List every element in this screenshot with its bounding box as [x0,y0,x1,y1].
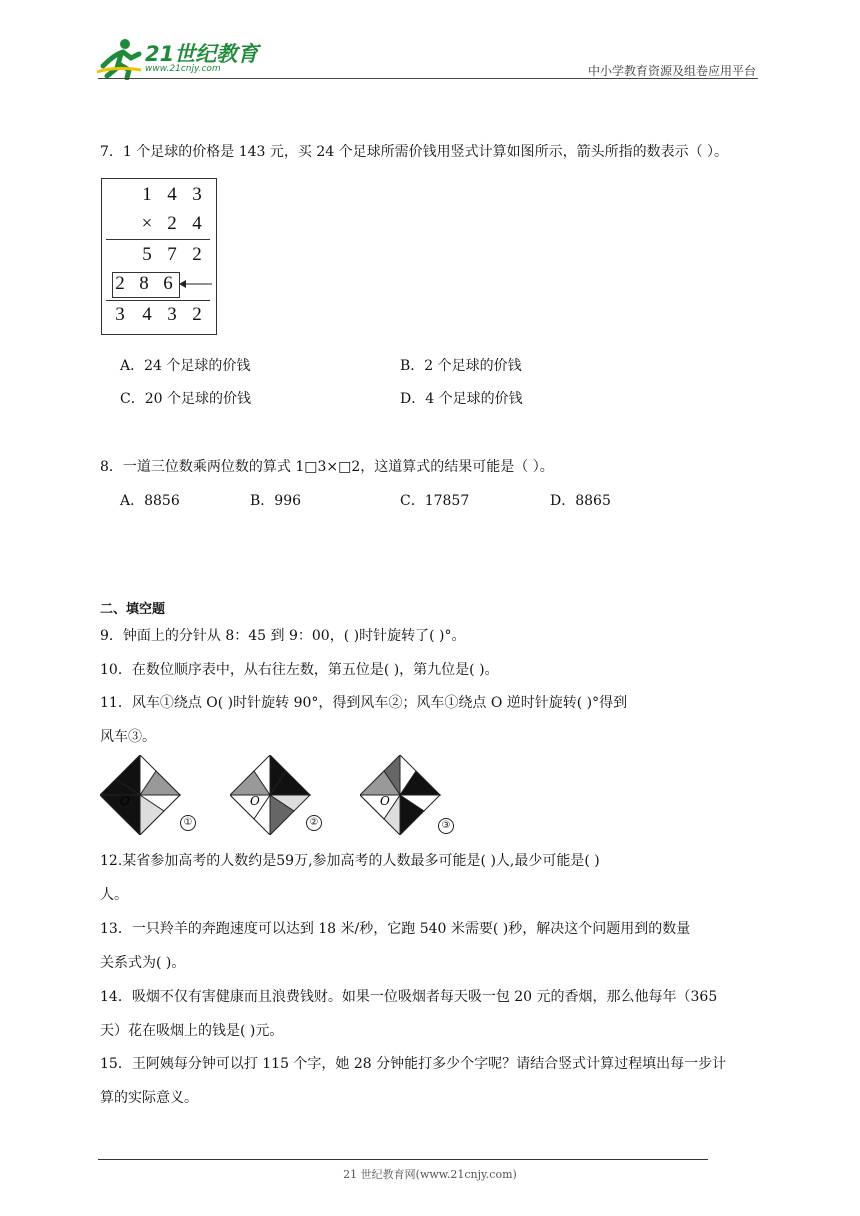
calc-digit: 7 [167,244,177,265]
pinwheel-label-3: ③ [438,818,454,834]
q7-option-c[interactable]: C．20 个足球的价钱 [120,391,251,407]
calc-digit: 3 [167,304,177,325]
q8-option-c[interactable]: C．17857 [400,493,470,509]
question-15-line-1: 15．王阿姨每分钟可以打 115 个字，她 28 分钟能打多少个字呢？请结合竖式计算过程填出每一步计 [100,1056,727,1072]
section-title: 二、填空题 [100,602,166,617]
q7-option-a[interactable]: A．24 个足球的价钱 [120,358,251,374]
question-9-text: 9．钟面上的分针从 8：45 到 9：00，( )时针旋转了( )°。 [100,628,466,644]
question-12-line-2: 人。 [100,887,128,903]
question-14-line-2: 天）花在吸烟上的钱是( )元。 [100,1023,284,1039]
question-14-line-1: 14．吸烟不仅有害健康而且浪费钱财。如果一位吸烟者每天吸一包 20 元的香烟，那么他每年（365 [100,989,718,1005]
point-o-label: O [120,794,130,808]
question-11-line-1: 11．风车①绕点 O( )时针旋转 90°，得到风车②；风车①绕点 O 逆时针旋转( )°得到 [100,695,628,711]
pinwheel-3-figure [360,755,444,835]
pinwheel-label-2: ② [306,815,322,831]
question-10-text: 10．在数位顺序表中，从右往左数，第五位是( )，第九位是( )。 [100,662,499,678]
q8-option-a[interactable]: A．8856 [120,493,180,509]
calc-digit: 4 [192,213,202,234]
q8-option-d[interactable]: D．8865 [550,493,611,509]
calc-digit: 5 [142,244,152,265]
pinwheel-1-figure [100,755,184,835]
point-o-label: O [250,794,260,808]
logo-url: www.21cnjy.com [145,64,221,74]
footer-divider [98,1159,708,1160]
footer-text: 21 世纪教育网(www.21cnjy.com) [343,1168,517,1181]
question-15-line-2: 算的实际意义。 [100,1090,198,1106]
calc-digit: 2 [167,213,177,234]
calc-digit: 1 [142,184,152,205]
arrow-left-icon [178,277,214,291]
header-platform-name: 中小学教育资源及组卷应用平台 [587,64,756,78]
question-12-line-1: 12.某省参加高考的人数约是59万,参加高考的人数最多可能是( )人,最少可能是( ) [100,853,600,869]
question-7-text: 7．1 个足球的价格是 143 元，买 24 个足球所需价钱用竖式计算如图所示，箭头所指的数表示（ ）。 [100,144,729,160]
header-divider [98,78,758,79]
q7-option-b[interactable]: B．2 个足球的价钱 [400,358,522,374]
question-13-line-1: 13．一只羚羊的奔跑速度可以达到 18 米/秒，它跑 540 米需要( )秒，解决这个问题用到的数量 [100,921,691,937]
point-o-label: O [380,794,390,808]
calc-digit: 3 [192,184,202,205]
calc-digit: 2 [192,244,202,265]
calc-digit: 6 [163,273,173,294]
q7-option-d[interactable]: D．4 个足球的价钱 [400,391,523,407]
multiply-sign: × [141,213,153,234]
vertical-multiplication-figure [101,178,217,335]
logo-text: 21世纪教育 [145,42,259,66]
calc-line [106,239,210,240]
runner-logo-icon [95,36,145,80]
pinwheel-2-figure [230,755,314,835]
calc-digit: 2 [192,304,202,325]
calc-digit: 3 [115,304,125,325]
pinwheel-label-1: ① [180,815,196,831]
q8-option-b[interactable]: B．996 [250,493,302,509]
calc-digit: 4 [142,304,152,325]
question-13-line-2: 关系式为( )。 [100,955,186,971]
question-8-text: 8．一道三位数乘两位数的算式 1□3×□2，这道算式的结果可能是（ ）。 [100,459,554,475]
question-11-line-2: 风车③。 [100,729,156,745]
calc-digit: 8 [139,273,149,294]
calc-digit: 2 [115,273,125,294]
calc-line [106,300,210,301]
calc-digit: 4 [167,184,177,205]
